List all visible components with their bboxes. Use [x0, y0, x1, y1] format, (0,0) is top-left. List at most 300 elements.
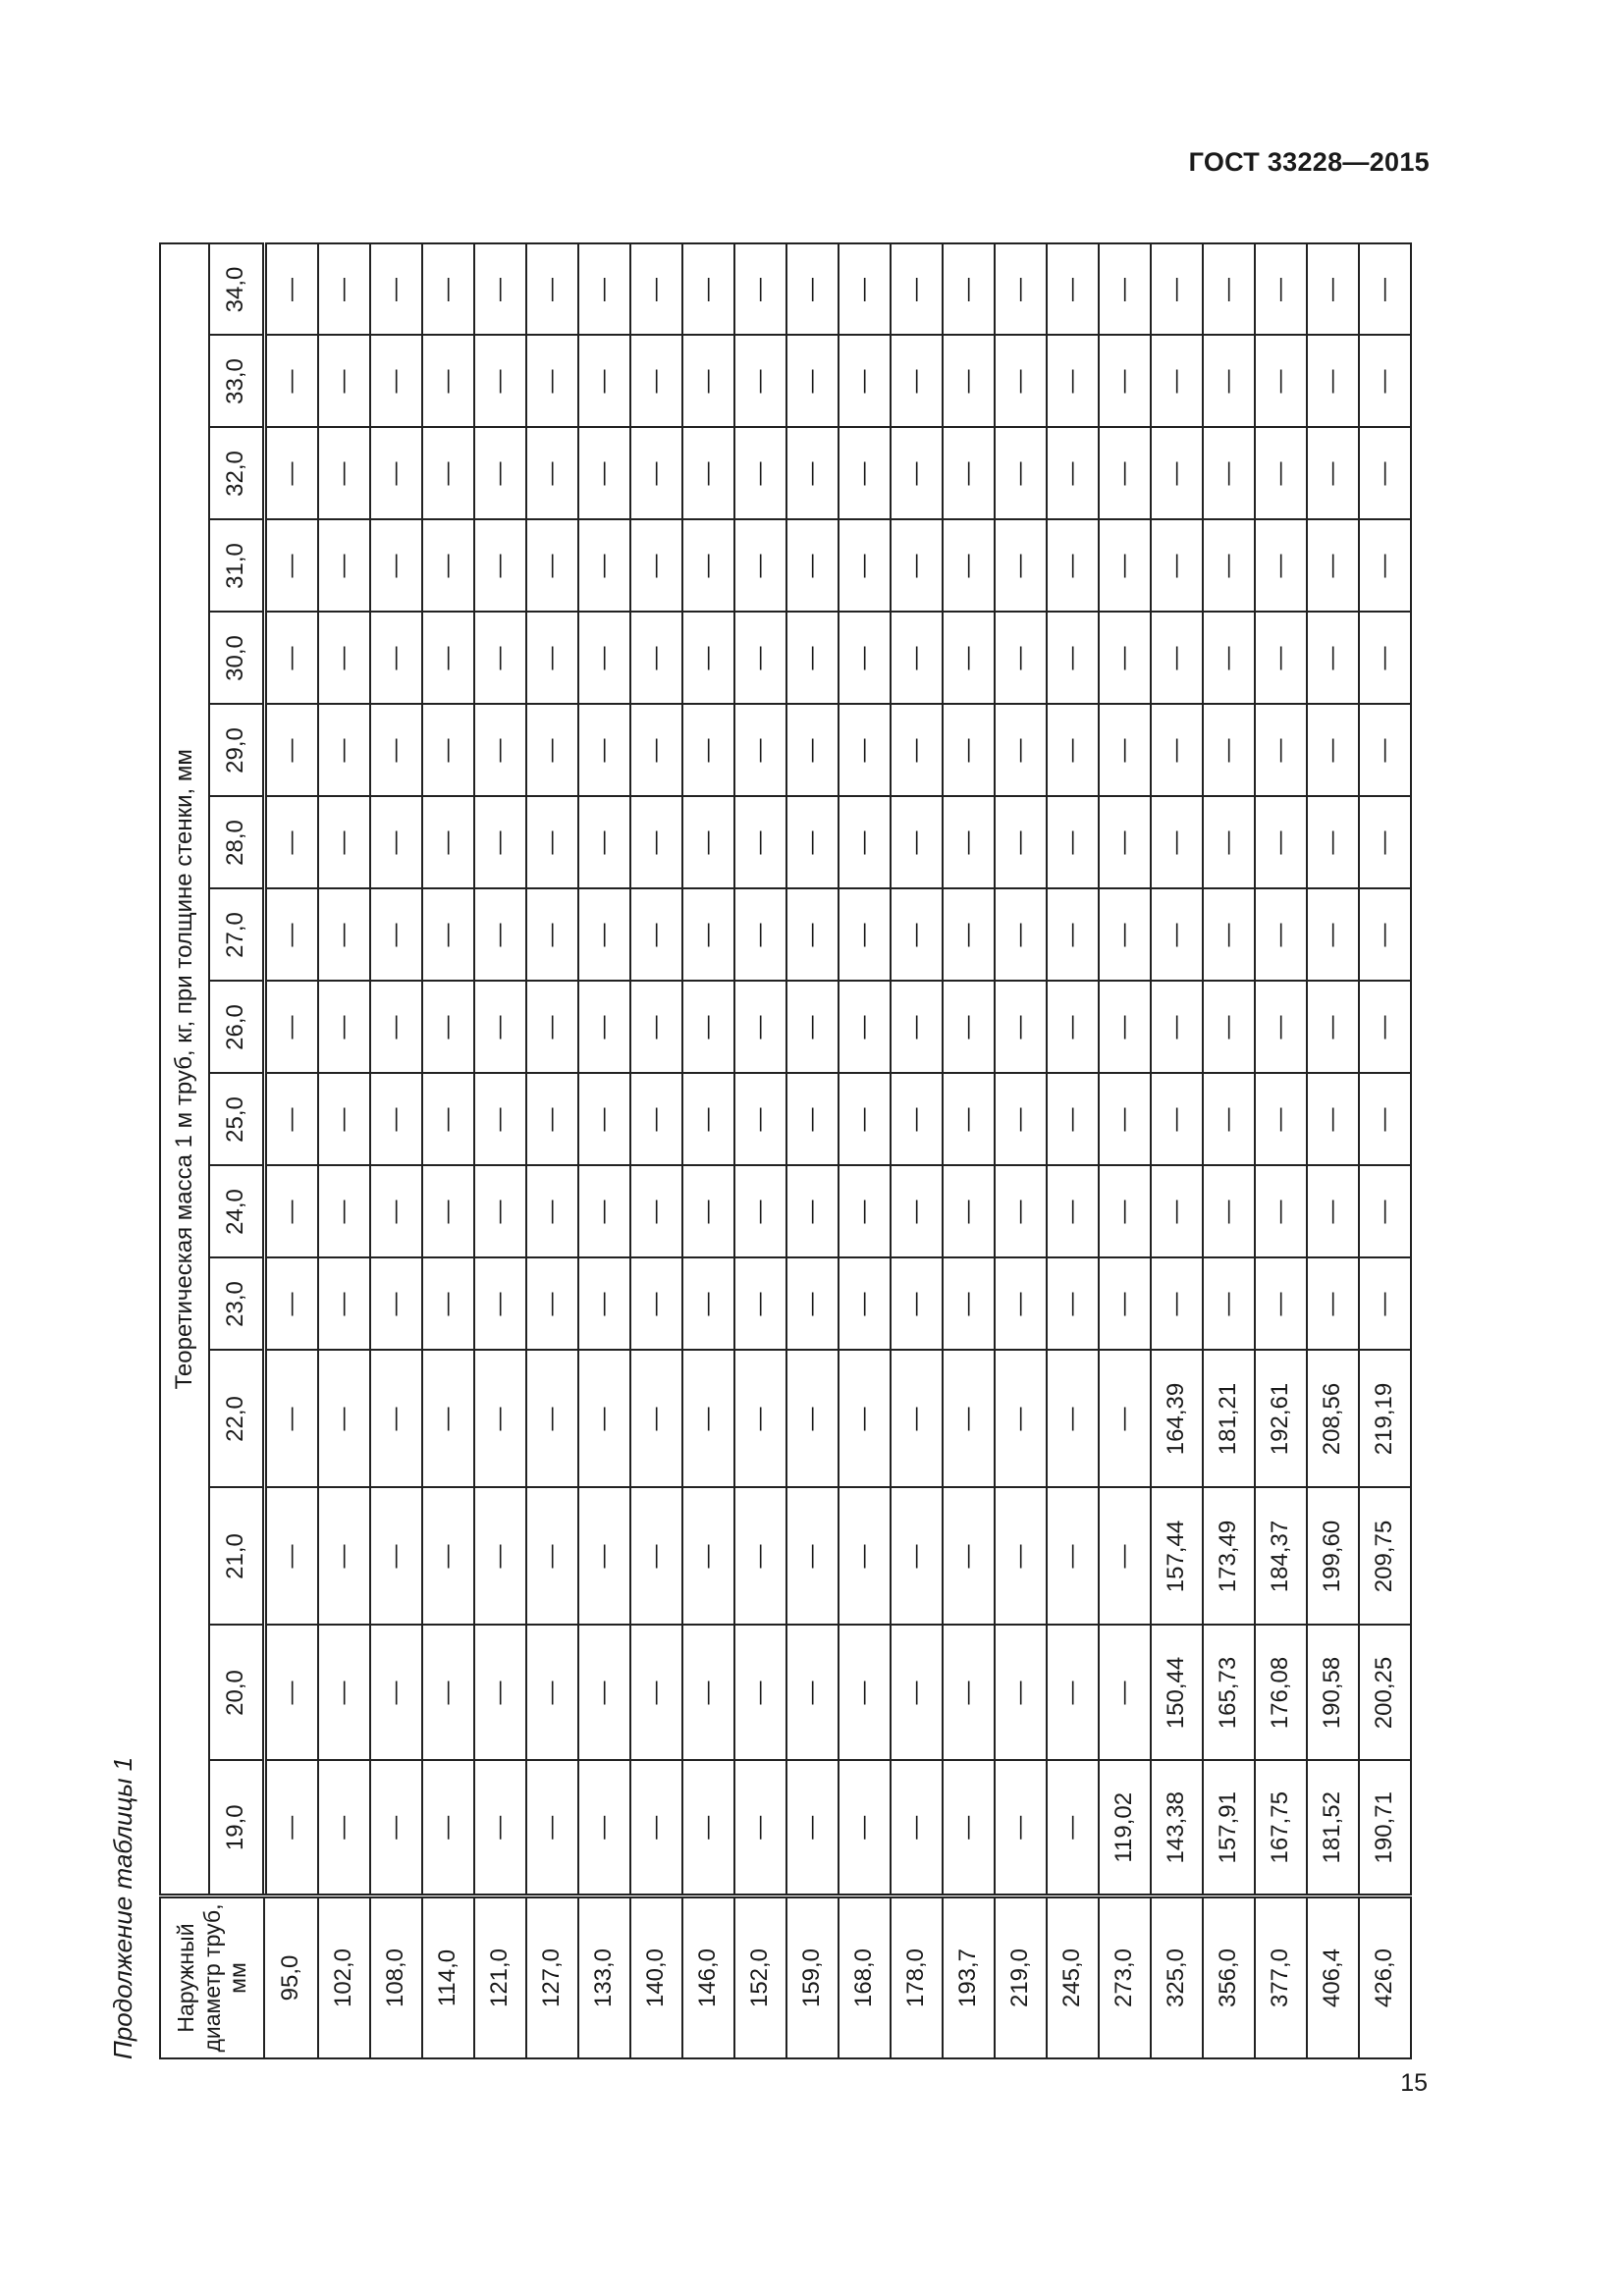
table-row — [578, 244, 630, 2059]
mass-cell: — — [786, 1488, 839, 1626]
mass-cell: — — [943, 705, 995, 797]
mass-cell: — — [995, 1626, 1047, 1761]
mass-cell: — — [264, 1351, 318, 1488]
mass-cell: — — [1151, 1074, 1203, 1166]
mass-cell: — — [839, 244, 891, 336]
mass-cell: — — [682, 1761, 734, 1896]
mass-cell: — — [1047, 1166, 1099, 1258]
mass-cell: — — [1307, 336, 1359, 428]
thickness-header-cell: 34,0 — [209, 244, 264, 336]
mass-cell: — — [578, 244, 630, 336]
mass-cell: — — [422, 705, 474, 797]
mass-cell: — — [630, 1761, 682, 1896]
mass-cell: — — [682, 1626, 734, 1761]
mass-cell: — — [370, 1351, 422, 1488]
mass-cell: — — [1099, 1166, 1151, 1258]
mass-cell: — — [370, 520, 422, 613]
diameter-cell: 159,0 — [786, 1896, 839, 2059]
mass-cell: — — [370, 336, 422, 428]
table-row — [995, 244, 1047, 2059]
mass-cell: — — [943, 336, 995, 428]
thickness-header-cell: 31,0 — [209, 520, 264, 613]
table-row — [682, 244, 734, 2059]
diameter-cell: 133,0 — [578, 1896, 630, 2059]
mass-cell: — — [734, 889, 786, 982]
mass-cell: — — [526, 1488, 578, 1626]
mass-cell: — — [734, 1626, 786, 1761]
mass-cell: — — [370, 1166, 422, 1258]
mass-cell: — — [891, 1761, 943, 1896]
mass-cell: — — [786, 797, 839, 889]
mass-cell: — — [1047, 705, 1099, 797]
mass-cell: — — [1151, 1258, 1203, 1351]
mass-cell: — — [318, 705, 370, 797]
mass-cell: — — [1255, 982, 1307, 1074]
table-row — [786, 244, 839, 2059]
mass-cell: — — [995, 982, 1047, 1074]
mass-cell: — — [1099, 797, 1151, 889]
mass-cell: 209,75 — [1359, 1488, 1411, 1626]
mass-cell: — — [1359, 613, 1411, 705]
mass-cell: — — [1359, 982, 1411, 1074]
thickness-header-cell: 32,0 — [209, 428, 264, 520]
mass-cell: — — [891, 613, 943, 705]
mass-cell: — — [526, 1074, 578, 1166]
mass-cell: — — [786, 1626, 839, 1761]
mass-cell: 173,49 — [1203, 1488, 1255, 1626]
mass-cell: — — [682, 336, 734, 428]
mass-cell: 208,56 — [1307, 1351, 1359, 1488]
mass-cell: — — [995, 705, 1047, 797]
mass-cell: — — [1099, 1074, 1151, 1166]
mass-cell: — — [734, 705, 786, 797]
mass-cell: — — [1307, 520, 1359, 613]
mass-cell: — — [995, 1488, 1047, 1626]
mass-cell: — — [682, 797, 734, 889]
mass-cell: — — [891, 1351, 943, 1488]
thickness-header-cell: 20,0 — [209, 1626, 264, 1761]
mass-cell: — — [786, 1258, 839, 1351]
mass-cell: — — [891, 1074, 943, 1166]
rotated-table-block — [108, 234, 1430, 2059]
mass-cell: — — [474, 613, 526, 705]
mass-cell: — — [943, 244, 995, 336]
mass-cell: — — [630, 1074, 682, 1166]
document-id: ГОСТ 33228—2015 — [1188, 147, 1430, 177]
mass-cell: — — [839, 889, 891, 982]
mass-cell: — — [734, 1166, 786, 1258]
mass-cell: — — [734, 1488, 786, 1626]
diameter-cell: 168,0 — [839, 1896, 891, 2059]
table-row — [526, 244, 578, 2059]
mass-cell: — — [474, 1074, 526, 1166]
mass-cell: — — [786, 1166, 839, 1258]
mass-cell: 181,52 — [1307, 1761, 1359, 1896]
mass-span-header: Теоретическая масса 1 м труб, кг, при толщине стенки, мм — [160, 244, 209, 1896]
mass-cell: — — [682, 982, 734, 1074]
mass-cell: — — [422, 1761, 474, 1896]
diameter-cell: 152,0 — [734, 1896, 786, 2059]
mass-cell: — — [526, 889, 578, 982]
mass-cell: — — [839, 1074, 891, 1166]
thickness-header-cell: 19,0 — [209, 1761, 264, 1896]
mass-cell: — — [1359, 336, 1411, 428]
mass-cell: 184,37 — [1255, 1488, 1307, 1626]
mass-cell: — — [1203, 520, 1255, 613]
mass-cell: — — [1099, 613, 1151, 705]
mass-cell: — — [1203, 336, 1255, 428]
table-row — [1099, 244, 1151, 2059]
thickness-header-cell: 21,0 — [209, 1488, 264, 1626]
mass-cell: — — [474, 244, 526, 336]
mass-cell: — — [995, 797, 1047, 889]
mass-cell: 181,21 — [1203, 1351, 1255, 1488]
mass-cell: — — [630, 705, 682, 797]
mass-cell: — — [318, 1488, 370, 1626]
mass-cell: — — [786, 613, 839, 705]
mass-cell: — — [630, 336, 682, 428]
mass-cell: 199,60 — [1307, 1488, 1359, 1626]
mass-cell: — — [839, 1488, 891, 1626]
mass-cell: — — [1047, 336, 1099, 428]
mass-cell: — — [630, 1626, 682, 1761]
mass-cell: — — [839, 705, 891, 797]
mass-cell: — — [891, 520, 943, 613]
mass-cell: — — [370, 1258, 422, 1351]
mass-cell: — — [526, 1626, 578, 1761]
mass-cell: — — [630, 613, 682, 705]
mass-cell: — — [578, 1166, 630, 1258]
mass-cell: — — [734, 428, 786, 520]
mass-cell: — — [370, 1074, 422, 1166]
diameter-cell: 356,0 — [1203, 1896, 1255, 2059]
mass-cell: — — [1359, 797, 1411, 889]
table-row — [1359, 244, 1411, 2059]
table-row — [891, 244, 943, 2059]
mass-cell: — — [370, 982, 422, 1074]
table-row — [630, 244, 682, 2059]
diameter-cell: 127,0 — [526, 1896, 578, 2059]
mass-cell: — — [786, 1074, 839, 1166]
mass-cell: — — [422, 520, 474, 613]
mass-cell: — — [839, 613, 891, 705]
mass-cell: — — [578, 336, 630, 428]
thickness-header-row — [209, 244, 264, 2059]
table-row — [1255, 244, 1307, 2059]
mass-cell: 176,08 — [1255, 1626, 1307, 1761]
mass-cell: — — [1255, 244, 1307, 336]
mass-cell: — — [995, 520, 1047, 613]
table-row — [1307, 244, 1359, 2059]
mass-cell: — — [370, 797, 422, 889]
mass-cell: — — [370, 244, 422, 336]
mass-cell: — — [318, 1351, 370, 1488]
table-row — [1203, 244, 1255, 2059]
mass-cell: — — [318, 1074, 370, 1166]
mass-cell: — — [1047, 1488, 1099, 1626]
mass-cell: — — [578, 1761, 630, 1896]
mass-cell: — — [578, 1351, 630, 1488]
diameter-cell: 178,0 — [891, 1896, 943, 2059]
mass-cell: — — [318, 520, 370, 613]
mass-cell: — — [1047, 244, 1099, 336]
table-row — [474, 244, 526, 2059]
thickness-header-cell: 30,0 — [209, 613, 264, 705]
mass-cell: — — [1151, 244, 1203, 336]
mass-cell: — — [630, 1166, 682, 1258]
mass-cell: — — [891, 889, 943, 982]
mass-cell: — — [1255, 1258, 1307, 1351]
diameter-cell: 146,0 — [682, 1896, 734, 2059]
mass-cell: — — [943, 613, 995, 705]
mass-cell: — — [422, 1074, 474, 1166]
diameter-cell: 273,0 — [1099, 1896, 1151, 2059]
mass-cell: 150,44 — [1151, 1626, 1203, 1761]
mass-cell: — — [318, 428, 370, 520]
mass-cell: — — [1255, 1074, 1307, 1166]
mass-cell: — — [839, 1626, 891, 1761]
mass-cell: — — [995, 244, 1047, 336]
mass-cell: — — [526, 336, 578, 428]
diameter-cell: 219,0 — [995, 1896, 1047, 2059]
mass-cell: — — [422, 982, 474, 1074]
diameter-cell: 108,0 — [370, 1896, 422, 2059]
mass-cell: — — [682, 889, 734, 982]
mass-cell: — — [1047, 889, 1099, 982]
mass-cell: — — [995, 1761, 1047, 1896]
thickness-header-cell: 23,0 — [209, 1258, 264, 1351]
mass-cell: — — [630, 1351, 682, 1488]
mass-cell: — — [630, 428, 682, 520]
mass-cell: — — [734, 982, 786, 1074]
thickness-header-cell: 26,0 — [209, 982, 264, 1074]
mass-cell: — — [682, 705, 734, 797]
mass-cell: — — [526, 705, 578, 797]
mass-cell: — — [943, 1258, 995, 1351]
mass-cell: — — [578, 613, 630, 705]
table-row — [734, 244, 786, 2059]
diameter-cell: 102,0 — [318, 1896, 370, 2059]
mass-cell: — — [839, 336, 891, 428]
mass-cell: — — [1047, 982, 1099, 1074]
mass-cell: — — [1099, 428, 1151, 520]
mass-cell: — — [891, 1258, 943, 1351]
mass-cell: — — [682, 1488, 734, 1626]
mass-cell: — — [839, 797, 891, 889]
mass-cell: — — [318, 336, 370, 428]
mass-cell: — — [839, 982, 891, 1074]
mass-cell: — — [370, 613, 422, 705]
mass-cell: — — [891, 1626, 943, 1761]
mass-table — [159, 243, 1412, 2060]
page-number: 15 — [1400, 2069, 1428, 2097]
mass-cell: — — [1151, 1166, 1203, 1258]
mass-cell: — — [1255, 520, 1307, 613]
mass-cell: — — [786, 1761, 839, 1896]
mass-cell: — — [786, 982, 839, 1074]
mass-cell: — — [1151, 428, 1203, 520]
mass-cell: — — [1203, 244, 1255, 336]
mass-cell: — — [526, 244, 578, 336]
mass-cell: — — [578, 1488, 630, 1626]
mass-cell: — — [526, 613, 578, 705]
mass-cell: — — [1359, 244, 1411, 336]
table-row — [370, 244, 422, 2059]
mass-cell: — — [526, 1761, 578, 1896]
mass-cell: 200,25 — [1359, 1626, 1411, 1761]
mass-cell: 167,75 — [1255, 1761, 1307, 1896]
mass-cell: — — [630, 982, 682, 1074]
mass-cell: — — [318, 244, 370, 336]
mass-cell: — — [786, 889, 839, 982]
thickness-header-cell: 29,0 — [209, 705, 264, 797]
mass-cell: — — [786, 428, 839, 520]
mass-cell: — — [839, 1166, 891, 1258]
mass-cell: — — [318, 1258, 370, 1351]
mass-cell: — — [474, 982, 526, 1074]
mass-cell: — — [526, 1351, 578, 1488]
mass-cell: — — [1203, 982, 1255, 1074]
mass-cell: 119,02 — [1099, 1761, 1151, 1896]
mass-cell: — — [474, 1488, 526, 1626]
mass-cell: — — [370, 705, 422, 797]
mass-cell: — — [422, 244, 474, 336]
mass-cell: — — [1307, 613, 1359, 705]
mass-cell: — — [1099, 1488, 1151, 1626]
mass-cell: — — [734, 613, 786, 705]
mass-cell: — — [891, 244, 943, 336]
table-row — [1047, 244, 1099, 2059]
mass-cell: — — [891, 797, 943, 889]
mass-cell: — — [734, 1258, 786, 1351]
mass-cell: — — [422, 1258, 474, 1351]
mass-cell: — — [995, 1351, 1047, 1488]
mass-cell: — — [1307, 797, 1359, 889]
mass-cell: — — [682, 428, 734, 520]
mass-cell: — — [1099, 520, 1151, 613]
mass-cell: — — [943, 1488, 995, 1626]
mass-cell: — — [422, 613, 474, 705]
thickness-header-cell: 33,0 — [209, 336, 264, 428]
mass-cell: — — [578, 1258, 630, 1351]
mass-cell: — — [1359, 520, 1411, 613]
mass-cell: — — [370, 428, 422, 520]
mass-cell: — — [734, 520, 786, 613]
mass-cell: 190,58 — [1307, 1626, 1359, 1761]
mass-cell: — — [578, 982, 630, 1074]
diameter-cell: 95,0 — [264, 1896, 318, 2059]
mass-cell: — — [682, 520, 734, 613]
mass-cell: — — [1255, 613, 1307, 705]
mass-cell: — — [943, 1351, 995, 1488]
mass-cell: — — [1255, 428, 1307, 520]
mass-cell: 165,73 — [1203, 1626, 1255, 1761]
mass-cell: — — [370, 1761, 422, 1896]
mass-cell: — — [1047, 1258, 1099, 1351]
mass-cell: — — [264, 428, 318, 520]
mass-cell: — — [526, 428, 578, 520]
mass-cell: 219,19 — [1359, 1351, 1411, 1488]
mass-cell: — — [264, 1488, 318, 1626]
mass-cell: — — [630, 520, 682, 613]
mass-cell: — — [318, 889, 370, 982]
diameter-cell: 406,4 — [1307, 1896, 1359, 2059]
mass-cell: — — [1099, 1351, 1151, 1488]
mass-cell: — — [943, 797, 995, 889]
table-row — [318, 244, 370, 2059]
mass-cell: — — [891, 428, 943, 520]
mass-cell: — — [682, 1166, 734, 1258]
mass-cell: — — [264, 797, 318, 889]
table-row — [943, 244, 995, 2059]
mass-cell: — — [1255, 1166, 1307, 1258]
mass-cell: — — [734, 1351, 786, 1488]
mass-cell: — — [578, 797, 630, 889]
diameter-cell: 114,0 — [422, 1896, 474, 2059]
mass-cell: — — [1047, 1074, 1099, 1166]
mass-cell: — — [786, 705, 839, 797]
mass-cell: — — [1359, 1166, 1411, 1258]
mass-cell: 190,71 — [1359, 1761, 1411, 1896]
mass-cell: — — [264, 1761, 318, 1896]
mass-cell: — — [1047, 520, 1099, 613]
table-caption: Продолжение таблицы 1 — [108, 1756, 137, 2059]
thickness-header-cell: 28,0 — [209, 797, 264, 889]
mass-cell: — — [1359, 889, 1411, 982]
mass-cell: — — [839, 1351, 891, 1488]
mass-cell: — — [1359, 1074, 1411, 1166]
mass-cell: — — [1151, 613, 1203, 705]
mass-cell: — — [682, 613, 734, 705]
mass-cell: — — [526, 982, 578, 1074]
diameter-cell: 426,0 — [1359, 1896, 1411, 2059]
mass-cell: — — [1307, 1074, 1359, 1166]
mass-cell: — — [1047, 1761, 1099, 1896]
thickness-header-cell: 22,0 — [209, 1351, 264, 1488]
mass-cell: — — [422, 797, 474, 889]
mass-cell: — — [318, 1166, 370, 1258]
mass-cell: — — [578, 1626, 630, 1761]
mass-cell: — — [422, 889, 474, 982]
mass-cell: — — [943, 1074, 995, 1166]
mass-cell: — — [422, 1351, 474, 1488]
mass-cell: — — [1203, 1074, 1255, 1166]
mass-cell: — — [995, 1074, 1047, 1166]
mass-cell: — — [1151, 336, 1203, 428]
mass-cell: — — [474, 1258, 526, 1351]
mass-cell: — — [318, 1761, 370, 1896]
mass-cell: — — [264, 1626, 318, 1761]
mass-cell: — — [264, 889, 318, 982]
mass-cell: — — [682, 1351, 734, 1488]
diameter-cell: 193,7 — [943, 1896, 995, 2059]
mass-cell: — — [734, 1761, 786, 1896]
mass-cell: — — [264, 705, 318, 797]
mass-cell: — — [422, 336, 474, 428]
mass-cell: — — [995, 889, 1047, 982]
mass-cell: — — [1307, 1258, 1359, 1351]
mass-cell: — — [943, 1626, 995, 1761]
mass-cell: — — [1099, 705, 1151, 797]
mass-cell: — — [1203, 1258, 1255, 1351]
table-row — [839, 244, 891, 2059]
mass-cell: — — [318, 797, 370, 889]
diameter-header: Наружный диаметр труб, мм — [160, 1896, 264, 2059]
mass-cell: — — [839, 428, 891, 520]
mass-cell: — — [943, 1166, 995, 1258]
mass-cell: — — [1203, 1166, 1255, 1258]
mass-cell: — — [474, 520, 526, 613]
